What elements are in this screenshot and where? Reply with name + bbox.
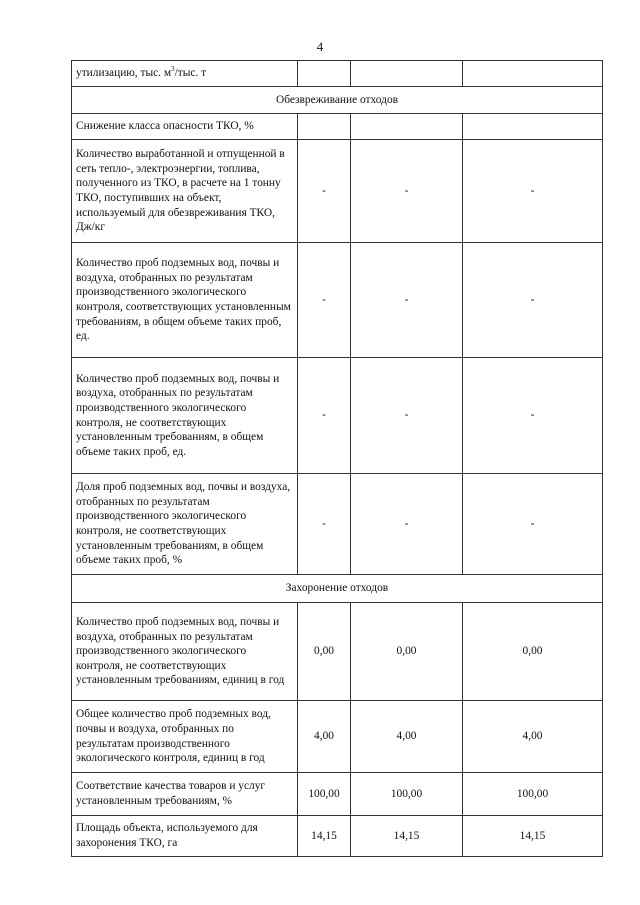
row-label: Площадь объекта, используемого для захоронения ТКО, га (72, 816, 298, 857)
indicators-table (71, 60, 603, 857)
section-title: Обезвреживание отходов (72, 87, 603, 114)
value-cell (351, 61, 463, 87)
section-row (72, 87, 603, 114)
row-label: Количество выработанной и отпущенной в сеть тепло-, электроэнергии, топлива, полученного из ТКО, в расчете на 1 тонну ТКО, поступивших на объект, используемый для обезвреживания ТКО, Дж/кг (72, 140, 298, 243)
value-cell: - (351, 243, 463, 358)
row-label: Снижение класса опасности ТКО, % (72, 114, 298, 140)
section-row (72, 575, 603, 603)
value-cell: 100,00 (298, 773, 351, 816)
value-cell: 14,15 (298, 816, 351, 857)
value-cell: - (463, 140, 603, 243)
table-row (72, 243, 603, 358)
value-cell: - (351, 140, 463, 243)
table-row (72, 358, 603, 474)
value-cell: 100,00 (463, 773, 603, 816)
table-row (72, 61, 603, 87)
value-cell (298, 114, 351, 140)
table-row (72, 773, 603, 816)
value-cell: 4,00 (463, 701, 603, 773)
value-cell: - (298, 474, 351, 575)
value-cell: 100,00 (351, 773, 463, 816)
value-cell (351, 114, 463, 140)
value-cell: 0,00 (298, 603, 351, 701)
table-row (72, 816, 603, 857)
row-label: Общее количество проб подземных вод, почвы и воздуха, отобранных по результатам производственного экологического контроля, единиц в год (72, 701, 298, 773)
value-cell: 14,15 (463, 816, 603, 857)
row-label: Соответствие качества товаров и услуг установленным требованиям, % (72, 773, 298, 816)
value-cell: - (463, 358, 603, 474)
table-row (72, 603, 603, 701)
value-cell (463, 114, 603, 140)
table-row (72, 140, 603, 243)
value-cell: - (351, 358, 463, 474)
value-cell: 4,00 (298, 701, 351, 773)
row-label: Количество проб подземных вод, почвы и воздуха, отобранных по результатам производственного экологического контроля, не соответствующих установленным требованиям, единиц в год (72, 603, 298, 701)
value-cell: - (463, 243, 603, 358)
table-row (72, 474, 603, 575)
value-cell: - (298, 243, 351, 358)
row-label: Доля проб подземных вод, почвы и воздуха, отобранных по результатам производственного экологического контроля, не соответствующих установленным требованиям, в общем объеме таких проб, % (72, 474, 298, 575)
value-cell (298, 61, 351, 87)
value-cell (463, 61, 603, 87)
row-label: утилизацию, тыс. $м^3$/тыс. т (72, 61, 298, 87)
value-cell: 0,00 (463, 603, 603, 701)
table-row (72, 701, 603, 773)
value-cell: 4,00 (351, 701, 463, 773)
page-number: 4 (316, 39, 324, 54)
value-cell: 0,00 (351, 603, 463, 701)
value-cell: 14,15 (351, 816, 463, 857)
row-label: Количество проб подземных вод, почвы и воздуха, отобранных по результатам производственного экологического контроля, соответствующих установленным требованиям, в общем объеме таких проб, ед. (72, 243, 298, 358)
section-title: Захоронение отходов (72, 575, 603, 603)
value-cell: - (463, 474, 603, 575)
row-label: Количество проб подземных вод, почвы и воздуха, отобранных по результатам производственного экологического контроля, не соответствующих установленным требованиям, в общем объеме таких проб, ед. (72, 358, 298, 474)
value-cell: - (298, 358, 351, 474)
table-row (72, 114, 603, 140)
value-cell: - (298, 140, 351, 243)
value-cell: - (351, 474, 463, 575)
